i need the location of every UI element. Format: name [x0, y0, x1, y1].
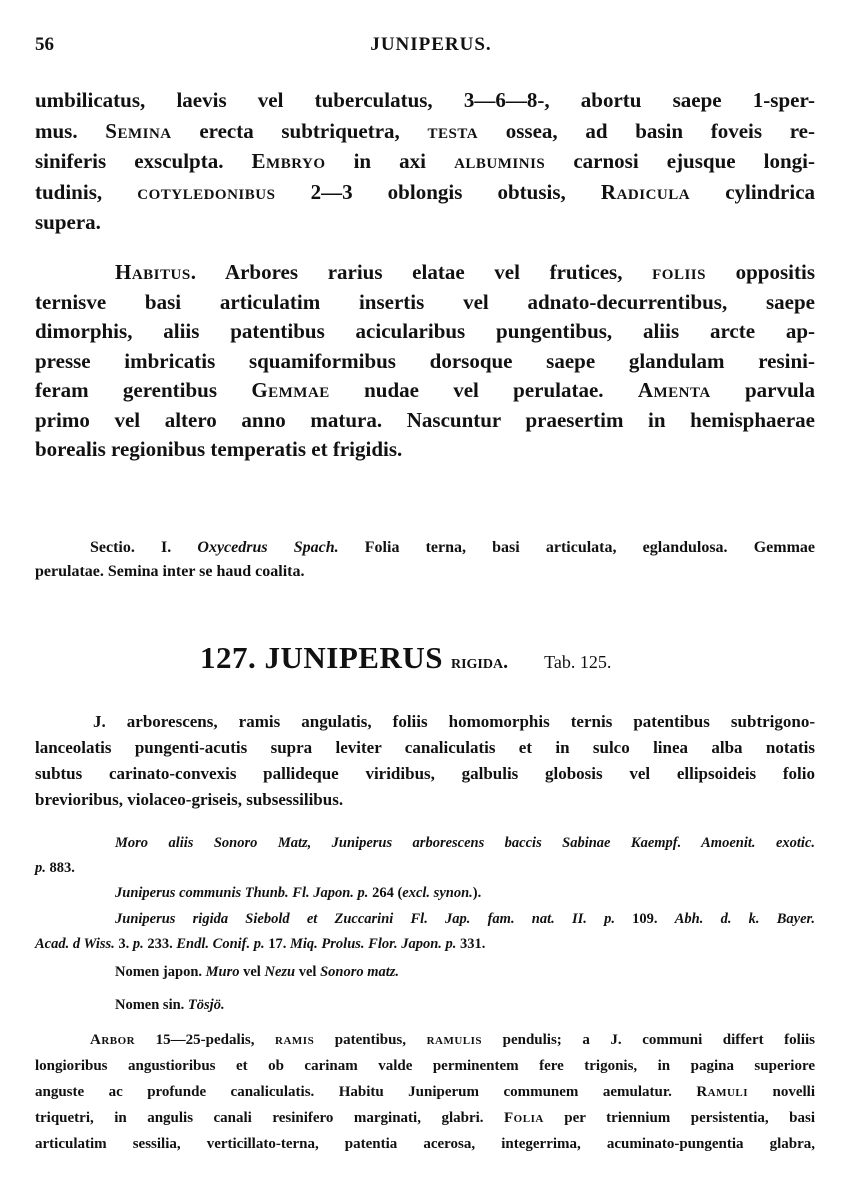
italic-text: p.	[132, 936, 144, 952]
text-run: lanceolatis pungenti-acutis supra leviter canaliculatis et in sulco linea alba notatis	[35, 738, 815, 757]
text-line	[35, 907, 815, 932]
small-caps-term: Gemmae	[251, 378, 330, 402]
text-run: 883.	[45, 860, 75, 876]
text-run: brevioribus, violaceo-griseis, subsessilibus.	[35, 790, 344, 809]
text-line	[35, 146, 815, 177]
sectio-paragraph	[35, 536, 815, 584]
text-run: presse imbricatis squamiformibus dorsoque saepe glandulam resini-	[35, 348, 815, 373]
text-line	[35, 787, 815, 813]
text-line	[35, 831, 815, 856]
text-line	[35, 207, 815, 238]
text-run: siniferis exsculpta.	[35, 149, 252, 173]
text-line	[35, 347, 815, 377]
text-run: 109.	[614, 911, 675, 927]
italic-text: Endl. Conif. p.	[176, 936, 265, 952]
italic-text: Sonoro matz.	[320, 964, 400, 980]
text-run: 264 (	[368, 885, 403, 901]
chinese-name	[35, 993, 815, 1018]
text-run: dimorphis, aliis patentibus acicularibus pungentibus, aliis arcte ap-	[35, 319, 815, 343]
text-line	[35, 1079, 815, 1105]
text-run: 2—3 oblongis obtusis,	[275, 179, 601, 204]
habitus-paragraph	[35, 258, 815, 465]
text-run: longioribus angustioribus et ob carinam valde perminentem fere trigonis, in pagina superiore	[35, 1058, 815, 1074]
small-caps-term: ramulis	[426, 1032, 483, 1048]
small-caps-term: Folia	[504, 1110, 544, 1126]
text-run: carnosi ejusque longi-	[545, 149, 815, 173]
text-line	[35, 116, 815, 147]
text-run: triquetri, in angulis canali resinifero marginati, glabri.	[35, 1110, 505, 1126]
species-number-name: 127. JUNIPERUS	[200, 640, 443, 675]
small-caps-term: Radicula	[600, 179, 691, 204]
text-line	[35, 761, 815, 787]
text-line	[35, 317, 815, 347]
text-run: ternisve basi articulatim insertis vel adnato-decurrentibus, saepe	[35, 289, 815, 314]
text-line	[35, 435, 815, 465]
text-run: 15—25-pedalis,	[135, 1032, 276, 1048]
text-line	[35, 406, 815, 436]
small-caps-term: foliis	[652, 260, 706, 284]
text-line	[35, 993, 815, 1018]
text-run: 3.	[114, 936, 133, 952]
text-run: Nomen japon.	[115, 964, 206, 980]
text-run: supera.	[35, 210, 101, 234]
text-run: primo vel altero anno matura. Nascuntur praesertim in hemisphaerae	[35, 407, 815, 432]
text-line	[35, 856, 815, 881]
text-run: Arbores rarius elatae vel frutices,	[196, 260, 653, 284]
synonym-entry	[35, 831, 815, 881]
italic-text: Miq. Prolus. Flor. Japon. p.	[290, 936, 457, 952]
text-line	[35, 560, 815, 584]
synonym-entry	[35, 881, 815, 906]
japanese-name	[35, 960, 815, 985]
italic-text: Oxycedrus Spach.	[197, 539, 339, 556]
text-line	[35, 536, 815, 560]
species-epithet: rigida.	[450, 651, 509, 673]
text-run: vel	[295, 964, 321, 980]
running-title: JUNIPERUS.	[370, 34, 492, 55]
small-caps-term: Semina	[105, 118, 172, 143]
text-run: articulatim sessilia, verticillato-terna, patentia acerosa, integerrima, acuminato-pungentia glabra,	[35, 1136, 815, 1152]
text-run: J. arborescens, ramis angulatis, foliis homomorphis ternis patentibus subtrigono-	[93, 712, 815, 731]
species-heading	[200, 640, 611, 676]
italic-text: Juniperus communis Thunb. Fl. Japon. p.	[115, 885, 369, 901]
small-caps-term: cotyledonibus	[137, 179, 276, 204]
text-line	[35, 177, 815, 208]
plate-reference: Tab. 125.	[544, 652, 612, 672]
italic-text: excl. synon.	[402, 885, 473, 901]
small-caps-term: albuminis	[454, 149, 546, 173]
text-line	[35, 709, 815, 735]
text-line	[35, 288, 815, 318]
small-caps-term: Embryo	[251, 149, 326, 173]
small-caps-term: Arbor	[90, 1032, 136, 1048]
italic-text: Abh. d. k. Bayer.	[674, 911, 816, 927]
text-line	[35, 376, 815, 406]
text-run: cylindrica	[690, 179, 816, 204]
text-run: nudae vel perulatae.	[329, 378, 638, 402]
italic-text: Acad. d Wiss.	[35, 936, 115, 952]
italic-text: Muro	[205, 964, 240, 980]
text-run: Folia terna, basi articulata, eglandulosa. Gemmae	[338, 539, 816, 556]
text-run: novelli	[748, 1084, 815, 1100]
genus-description-paragraph	[35, 85, 815, 238]
text-line	[35, 881, 815, 906]
small-caps-term: Amenta	[637, 378, 711, 402]
text-run: tudinis,	[35, 179, 138, 204]
italic-text: Juniperus rigida Siebold et Zuccarini Fl. Jap. fam. nat. II. p.	[115, 911, 615, 927]
text-line	[35, 735, 815, 761]
text-run: 233.	[143, 936, 177, 952]
text-run: mus.	[35, 118, 106, 143]
text-line	[35, 932, 815, 957]
text-run: borealis regionibus temperatis et frigidis.	[35, 437, 403, 461]
text-run: parvula	[710, 378, 816, 402]
text-line	[35, 960, 815, 985]
small-caps-term: ramis	[275, 1032, 315, 1048]
text-line	[35, 1131, 815, 1157]
text-run: ).	[472, 885, 482, 901]
text-run: Sectio. I.	[90, 539, 198, 556]
text-line	[35, 85, 815, 116]
text-run: ossea, ad basin foveis re-	[478, 118, 815, 143]
text-run: patentibus,	[314, 1032, 427, 1048]
text-line	[35, 1105, 815, 1131]
diagnosis-paragraph	[35, 709, 815, 813]
italic-text: p.	[35, 860, 46, 876]
text-run: 17.	[264, 936, 290, 952]
italic-text: Moro aliis Sonoro Matz, Juniperus arborescens baccis Sabinae Kaempf. Amoenit. exotic.	[115, 835, 815, 851]
text-run: 331.	[456, 936, 486, 952]
text-run: anguste ac profunde canaliculatis. Habitu Juniperum communem aemulatur.	[35, 1084, 697, 1100]
page-number: 56	[35, 34, 54, 55]
text-run: per triennium persistentia, basi	[543, 1110, 815, 1126]
text-run: subtus carinato-convexis pallideque viridibus, galbulis globosis vel ellipsoideis folio	[35, 764, 815, 783]
synonym-entry	[35, 907, 815, 957]
text-run: pendulis; a J. communi differt foliis	[482, 1032, 816, 1048]
text-line	[35, 1053, 815, 1079]
text-run: feram gerentibus	[35, 378, 252, 402]
small-caps-term: Habitus.	[115, 260, 197, 284]
italic-text: Nezu	[264, 964, 296, 980]
text-run: perulatae. Semina inter se haud coalita.	[35, 563, 305, 580]
small-caps-term: testa	[427, 118, 479, 143]
text-run: vel	[239, 964, 265, 980]
text-line	[35, 258, 815, 288]
text-run: erecta subtriquetra,	[171, 118, 428, 143]
text-run: umbilicatus, laevis vel tuberculatus, 3—6—8-, abortu saepe 1-sper-	[35, 88, 815, 112]
italic-text: Tösjö.	[187, 997, 225, 1013]
text-line	[35, 1027, 815, 1053]
text-run: oppositis	[705, 260, 815, 284]
arbor-description-paragraph	[35, 1027, 815, 1157]
small-caps-term: Ramuli	[696, 1084, 749, 1100]
text-run: in axi	[325, 149, 455, 173]
text-run: Nomen sin.	[115, 997, 188, 1013]
